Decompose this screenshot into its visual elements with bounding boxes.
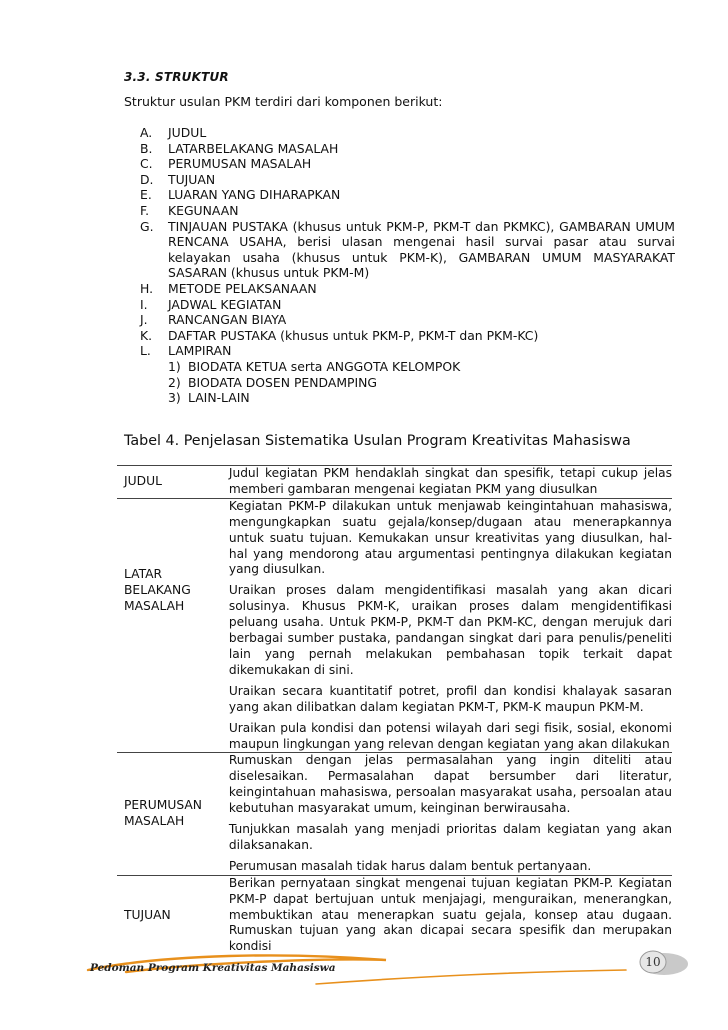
row-label: LATAR BELAKANG MASALAH <box>124 566 191 613</box>
list-marker: F. <box>140 202 150 218</box>
sublist-item <box>168 390 675 406</box>
section-heading: 3.3. STRUKTUR <box>124 70 229 84</box>
row-description-cell <box>227 753 672 875</box>
table-row <box>117 498 672 753</box>
list-item-text: KEGUNAAN <box>168 202 239 218</box>
list-item-text: JADWAL KEGIATAN <box>168 296 282 312</box>
list-item <box>140 297 675 313</box>
list-marker: 3) <box>168 390 181 406</box>
section-intro: Struktur usulan PKM terdiri dari komponen berikut: <box>124 94 443 109</box>
description-paragraph: Berikan pernyataan singkat mengenai tujuan kegiatan PKM-P. Kegiatan PKM-P dapat bertujuan untuk menjajagi, menguraikan, menerangkan, membuktikan atau menerapkan suatu gejala, konsep atau dugaan. Rumuskan tujuan yang akan dicapai secara spesifik dan merupakan kondisi <box>228 875 672 954</box>
row-description-cell <box>227 498 672 753</box>
row-label-cell <box>117 753 227 875</box>
lampiran-sublist <box>168 359 675 406</box>
list-item-text: BIODATA KETUA serta ANGGOTA KELOMPOK <box>188 358 461 374</box>
description-paragraph: Judul kegiatan PKM hendaklah singkat dan spesifik, tetapi cukup jelas memberi gambaran mengenai kegiatan PKM yang diusulkan <box>228 466 672 496</box>
list-item-text: JUDUL <box>168 125 207 140</box>
list-item <box>140 187 675 203</box>
footer-rule <box>316 970 626 984</box>
systematics-table <box>117 465 672 955</box>
row-label: TUJUAN <box>124 907 171 922</box>
list-item-text: LATARBELAKANG MASALAH <box>168 140 339 156</box>
sublist-item <box>168 375 675 391</box>
list-item-text: LAIN-LAIN <box>188 390 250 406</box>
row-description-cell <box>227 466 672 499</box>
list-item <box>140 219 675 281</box>
row-description-cell <box>227 875 672 955</box>
list-marker: D. <box>140 171 154 187</box>
description-paragraph: Tunjukkan masalah yang menjadi prioritas dalam kegiatan yang akan dilaksanakan. <box>228 822 672 852</box>
list-item <box>140 203 675 219</box>
list-marker: C. <box>140 156 153 172</box>
description-paragraph: Uraikan secara kuantitatif potret, profil dan kondisi khalayak sasaran yang akan dilibatkan dalam kegiatan PKM-T, PKM-K maupun PKM-M. <box>228 683 672 714</box>
table-row <box>117 466 672 499</box>
row-label: PERUMUSAN MASALAH <box>124 798 202 829</box>
list-item-text: TINJAUAN PUSTAKA (khusus untuk PKM-P, PKM-T dan PKMKC), GAMBARAN UMUM RENCANA USAHA, berisi ulasan mengenai hasil survai pasar atau survai kelayakan usaha (khusus untuk PKM-K), GAMBARAN UMUM MASYARAKAT SASARAN (khusus untuk PKM-M) <box>168 218 675 281</box>
list-marker: E. <box>140 187 152 203</box>
list-item <box>140 343 675 405</box>
table-row <box>117 753 672 875</box>
list-item <box>140 156 675 172</box>
table-row <box>117 875 672 955</box>
list-marker: I. <box>140 296 148 312</box>
footer-title: Pedoman Program Kreativitas Mahasiswa <box>90 962 336 974</box>
list-item-text: LAMPIRAN <box>168 343 232 359</box>
row-label: JUDUL <box>124 473 162 488</box>
list-item <box>140 141 675 157</box>
list-marker: 1) <box>168 358 181 374</box>
list-marker: 2) <box>168 374 181 390</box>
description-paragraph: Uraikan proses dalam mengidentifikasi masalah yang akan dicari solusinya. Khusus PKM-K, uraikan proses dalam mengidentifikasi peluang usaha. Untuk PKM-P, PKM-T dan PKM-KC, dengan merujuk dari berbagai sumber pustaka, pandangan singkat dari para penulis/peneliti lain yang pernah melakukan pembahasan topik terkait dapat dikemukakan di sini. <box>228 583 672 677</box>
component-list <box>140 125 675 406</box>
list-marker: J. <box>140 312 148 328</box>
table-caption: Tabel 4. Penjelasan Sistematika Usulan Program Kreativitas Mahasiswa <box>124 433 631 449</box>
list-item <box>140 125 675 141</box>
list-item-text: PERUMUSAN MASALAH <box>168 156 312 172</box>
row-label-cell <box>117 498 227 753</box>
list-marker: G. <box>140 218 154 234</box>
list-marker: A. <box>140 125 153 140</box>
list-item <box>140 172 675 188</box>
row-label-cell <box>117 875 227 955</box>
list-item-text: LUARAN YANG DIHARAPKAN <box>168 187 341 203</box>
list-item-text: RANCANGAN BIAYA <box>168 312 287 328</box>
list-item-text: TUJUAN <box>168 171 216 187</box>
sublist-item <box>168 359 675 375</box>
description-paragraph: Uraikan pula kondisi dan potensi wilayah dari segi fisik, sosial, ekonomi maupun lingkungan yang relevan dengan kegiatan yang akan dilakukan <box>228 720 672 751</box>
list-marker: H. <box>140 280 154 296</box>
list-item <box>140 281 675 297</box>
page-number: 10 <box>645 955 661 969</box>
list-marker: L. <box>140 343 151 359</box>
list-item-text: METODE PELAKSANAAN <box>168 280 317 296</box>
list-marker: K. <box>140 327 153 343</box>
description-paragraph: Kegiatan PKM-P dilakukan untuk menjawab keingintahuan mahasiswa, mengungkapkan suatu gejala/konsep/dugaan atau menerapkannya untuk suatu tujuan. Kemukakan unsur kreativitas yang diusulkan, hal-hal yang mendorong atau argumentasi pentingnya dilakukan kegiatan yang diusulkan. <box>228 498 672 577</box>
list-item <box>140 328 675 344</box>
description-paragraph: Rumuskan dengan jelas permasalahan yang ingin diteliti atau diselesaikan. Permasalahan dapat bersumber dari literatur, keingintahuan mahasiswa, persoalan masyarakat usaha, persoalan atau kebutuhan masyarakat umum, keinginan berwirausaha. <box>228 753 672 816</box>
description-paragraph: Perumusan masalah tidak harus dalam bentuk pertanyaan. <box>228 858 592 873</box>
list-item-text: BIODATA DOSEN PENDAMPING <box>188 374 378 390</box>
list-item <box>140 312 675 328</box>
list-item-text: DAFTAR PUSTAKA (khusus untuk PKM-P, PKM-T dan PKM-KC) <box>168 327 539 343</box>
row-label-cell <box>117 466 227 499</box>
list-marker: B. <box>140 140 153 156</box>
